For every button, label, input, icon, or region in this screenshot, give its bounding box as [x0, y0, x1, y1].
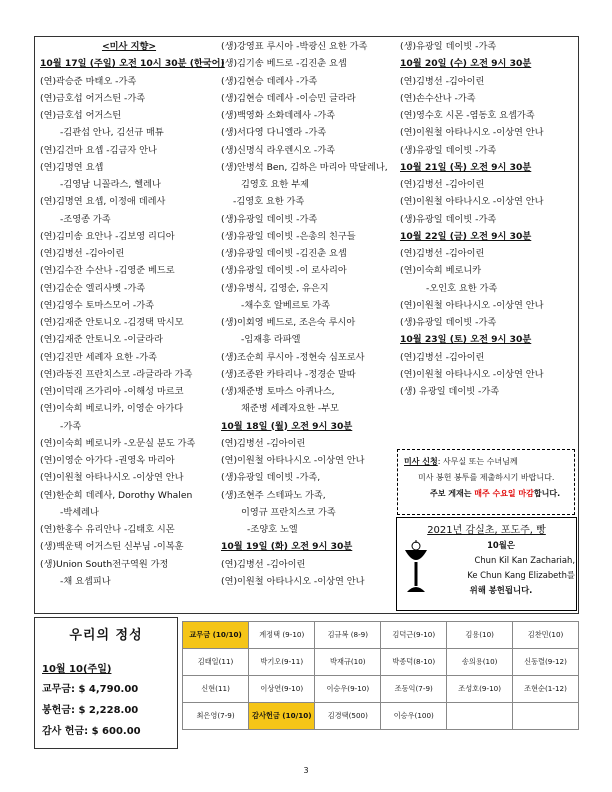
intention-line: (생)강영표 루시아 -박광신 요한 가족 — [221, 41, 368, 52]
table-cell: 박종덕(8-10) — [381, 649, 447, 676]
table-cell: 교무금 (10/10) — [183, 622, 249, 649]
intention-line: (생)채준병 토마스 아퀴나스, — [221, 386, 335, 397]
intention-line: (연)한홍수 유리안나 -김태호 시몬 — [40, 524, 175, 535]
mass-schedule-heading: 10월 21일 (목) 오전 9시 30분 — [400, 161, 532, 173]
intention-line: (생)유광일 데이빗 -가족, — [221, 472, 321, 484]
intention-line: -가족 — [60, 420, 82, 432]
offering-title: 우리의 정성 — [69, 628, 143, 643]
intention-line: (연)김미송 요안나 -김보영 리디아 — [40, 230, 175, 242]
intention-line: (연)김재준 안토니오 -이글라라 — [40, 334, 163, 346]
intention-line: -채 요셉피나 — [60, 575, 111, 587]
intentions-column-3 — [400, 38, 580, 400]
table-cell: 김덕근(9-10) — [381, 622, 447, 649]
section-title: <미사 지향> — [101, 41, 157, 52]
intention-line: (연)김명연 요셉, 이정애 데레사 — [40, 196, 166, 208]
table-cell: 신현(11) — [183, 676, 249, 703]
altar-dedication: 위해 봉헌됩니다. — [469, 585, 533, 595]
mass-request-notice — [397, 449, 575, 515]
table-cell: 박재규(10) — [315, 649, 381, 676]
notice-label: 미사 신청 — [404, 457, 438, 466]
intention-line: (생)유광일 데이빗 -가족 — [221, 213, 318, 225]
intention-line: (연)김진만 세례자 요한 -가족 — [40, 351, 157, 363]
intention-line: (연)금호섭 어거스틴 -가족 — [40, 92, 146, 104]
intention-line: (생)조종완 카타리나 -정경순 말따 — [221, 368, 356, 380]
intention-line: (연)이덕래 즈가리아 -이해성 마르코 — [40, 386, 184, 397]
intention-line: -조영종 가족 — [60, 213, 111, 225]
intention-line: (연)이원철 아타나시오 -이상연 안나 — [400, 299, 544, 311]
table-cell: 감사헌금 (10/10) — [249, 703, 315, 730]
altar-name-1: Chun Kil Kan Zachariah, — [474, 555, 575, 565]
table-row — [183, 703, 579, 730]
mass-schedule-heading: 10월 22일 (금) 오전 9시 30분 — [400, 230, 532, 242]
intention-line: (생)백운택 어거스틴 신부님 -이복훈 — [40, 541, 184, 553]
intention-line: (연)이숙희 베로니카, 이영순 아가다 — [40, 403, 184, 415]
intention-line: (연)곽승준 마태오 -가족 — [40, 75, 137, 87]
intention-line: (연)이원철 아타나시오 -이상연 안나 — [221, 455, 365, 466]
intention-line: (생)안병석 Ben, 김하은 마리아 막달레나, — [221, 161, 388, 173]
notice-line2: 미사 봉헌 봉투를 제출하시기 바랍니다. — [418, 473, 555, 482]
intention-line: (연)이숙희 베로니카 -오문실 분도 가족 — [40, 437, 196, 449]
intention-line: (생)유광일 데이빗 -은총의 친구들 — [221, 230, 356, 242]
intention-line: (연)라동진 프란치스코 -라글라라 가족 — [40, 368, 193, 380]
table-cell: 계정택 (9-10) — [249, 622, 315, 649]
intention-line: (생)유광일 데이빗 -가족 — [400, 144, 497, 156]
intention-line: (연)김병선 -김아이린 — [400, 248, 485, 259]
intention-line: (생)김현승 데레사 -가족 — [221, 75, 318, 87]
altar-month: 10월은 — [487, 540, 515, 550]
intention-line: (생)조순희 루시아 -정현숙 심포로사 — [221, 351, 365, 363]
table-cell: 김용(10) — [447, 622, 513, 649]
table-cell — [513, 703, 579, 730]
intention-line: (연)김병선 -김아이린 — [400, 351, 485, 363]
intention-line: (생)백영화 소화데레사 -가족 — [221, 110, 335, 121]
table-cell: 신동렬(9-12) — [513, 649, 579, 676]
intention-line: (생)유광일 데이빗 -가족 — [400, 41, 497, 52]
intention-line: (생)신명식 라우렌시오 -가족 — [221, 144, 335, 156]
intention-line: (연)영수호 시몬 -염동호 요셉가족 — [400, 110, 535, 121]
intention-line: (생)유광일 데이빗 -가족 — [400, 317, 497, 328]
intention-line: (생)김기송 베드로 -김진춘 요셉 — [221, 58, 347, 70]
intention-line: 김영호 요한 부제 — [241, 179, 309, 190]
table-row — [183, 676, 579, 703]
offering-summary — [34, 617, 178, 749]
intention-line: (연)금호섭 어거스틴 — [40, 110, 122, 121]
intention-line: (연)이원철 아타나시오 -이상연 안나 — [400, 127, 544, 139]
offering-date: 10월 10(주일) — [42, 664, 112, 675]
mass-schedule-heading: 10월 19일 (화) 오전 9시 30분 — [221, 541, 353, 553]
notice-deadline: 매주 수요일 마감 — [474, 489, 534, 498]
intention-line: -오인호 요한 가족 — [426, 282, 498, 294]
intention-line: (연)김병선 -김아이린 — [400, 75, 485, 87]
intention-line: -김영남 니꼴라스, 헬레나 — [60, 179, 161, 190]
intention-line: (연)김건마 요셉 -김금자 안나 — [40, 144, 157, 156]
intention-line: -임재흥 라파엘 — [241, 334, 301, 346]
mass-schedule-heading: 10월 17일 (주일) 오전 10시 30분 (한국어) — [40, 58, 225, 70]
table-cell: 이상연(9-10) — [249, 676, 315, 703]
table-cell: 김경택(500) — [315, 703, 381, 730]
notice-line1: : 사무실 또는 수녀님께 — [437, 457, 518, 466]
table-cell: 조성호(9-10) — [447, 676, 513, 703]
table-cell: 김찬민(10) — [513, 622, 579, 649]
intention-line: (생)유광일 데이빗 -가족 — [400, 213, 497, 225]
intention-line: (연)이숙희 베로니카 — [400, 265, 482, 277]
intention-line: (연)김명연 요셉 — [40, 161, 104, 173]
table-cell: 김규복 (8-9) — [315, 622, 381, 649]
intention-line: (연)김병선 -김아이린 — [221, 437, 306, 449]
table-cell: 조현순(1-12) — [513, 676, 579, 703]
intention-line: (연)이원철 아타나시오 -이상연 안나 — [400, 368, 544, 380]
notice-line3-pre: 주보 게재는 — [430, 489, 475, 498]
intention-line: -채수호 알베르토 가족 — [241, 299, 331, 311]
mass-schedule-heading: 10월 18일 (월) 오전 9시 30분 — [221, 420, 353, 432]
intention-line: 채준병 세례자요한 -부모 — [241, 403, 339, 415]
intention-line: -김관섭 안나, 김선규 매튜 — [60, 127, 164, 139]
intention-line: (생)김현승 데레사 -이승민 글라라 — [221, 92, 356, 104]
intention-line: (생)유광일 데이빗 -이 로사리아 — [221, 265, 347, 277]
table-row — [183, 622, 579, 649]
table-cell — [447, 703, 513, 730]
intention-line: (연)김병선 -김아이린 — [221, 558, 306, 570]
intention-line: (생)유광일 데이빗 -김진춘 요셉 — [221, 248, 347, 259]
table-cell: 이승우(100) — [381, 703, 447, 730]
intention-line: (생)이회영 베드로, 조은숙 루시아 — [221, 317, 356, 328]
intention-line: (연)김영수 토마스모어 -가족 — [40, 299, 154, 311]
intention-line: (연)한순희 데레사, Dorothy Whalen — [40, 489, 193, 501]
intention-line: (연)손수산나 -가족 — [400, 92, 476, 104]
intention-line: -김영호 요한 가족 — [233, 196, 305, 208]
intentions-column-2 — [221, 38, 399, 590]
intention-line: (연)이원철 아타나시오 -이상연 안나 — [40, 472, 184, 484]
intention-line: (연)이원철 아타나시오 -이상연 안나 — [400, 196, 544, 208]
intention-line: -박세레나 — [60, 506, 99, 518]
intention-line: (연)이영순 아가다 -권영옥 마리아 — [40, 455, 175, 466]
intention-line: (생)조현주 스테파노 가족, — [221, 489, 326, 501]
mass-schedule-heading: 10월 20일 (수) 오전 9시 30분 — [400, 58, 532, 70]
intention-line: (연)이원철 아타나시오 -이상연 안나 — [221, 575, 365, 587]
table-cell: 박기오(9-11) — [249, 649, 315, 676]
intention-line: (생) 유광일 데이빗 -가족 — [400, 386, 500, 397]
altar-offering-title: 2021년 감실초, 포도주, 빵 — [427, 525, 546, 536]
table-cell: 최은영(7-9) — [183, 703, 249, 730]
page-number: 3 — [303, 766, 309, 775]
intention-line: (생)유병식, 김영순, 유은지 — [221, 282, 329, 294]
offering-thanksgiving: 감사 헌금: $ 600.00 — [42, 726, 141, 737]
intention-line: (연)김병선 -김아이린 — [400, 179, 485, 190]
intention-line: 이영규 프란치스코 가족 — [241, 506, 336, 518]
altar-name-2: Ke Chun Kang Elizabeth를 — [467, 570, 575, 580]
donor-names-table — [182, 621, 579, 730]
offering-collection: 봉헌금: $ 2,228.00 — [42, 705, 139, 716]
intention-line: (생)서다영 다니엘라 -가족 — [221, 127, 327, 139]
intention-line: (연)김순순 엘리사벳 -가족 — [40, 282, 146, 294]
intention-line: -조양호 노엘 — [247, 524, 298, 535]
intentions-column-1 — [40, 38, 225, 590]
intention-line: (연)김병선 -김아이린 — [40, 248, 125, 259]
offering-dues: 교무금: $ 4,790.00 — [42, 684, 139, 695]
intention-line: (연)김재준 안토니오 -김경택 막시모 — [40, 317, 184, 328]
intention-line: (생)Union South전구역원 가정 — [40, 558, 169, 570]
mass-schedule-heading: 10월 23일 (토) 오전 9시 30분 — [400, 334, 532, 346]
table-cell: 김태일(11) — [183, 649, 249, 676]
table-cell: 이승우(9-10) — [315, 676, 381, 703]
notice-line3-post: 합니다. — [533, 489, 561, 498]
table-row — [183, 649, 579, 676]
altar-offering-box — [396, 517, 577, 611]
table-cell: 송의용(10) — [447, 649, 513, 676]
table-cell: 조동익(7-9) — [381, 676, 447, 703]
intention-line: (연)김수잔 수산나 -김영준 베드로 — [40, 265, 175, 277]
